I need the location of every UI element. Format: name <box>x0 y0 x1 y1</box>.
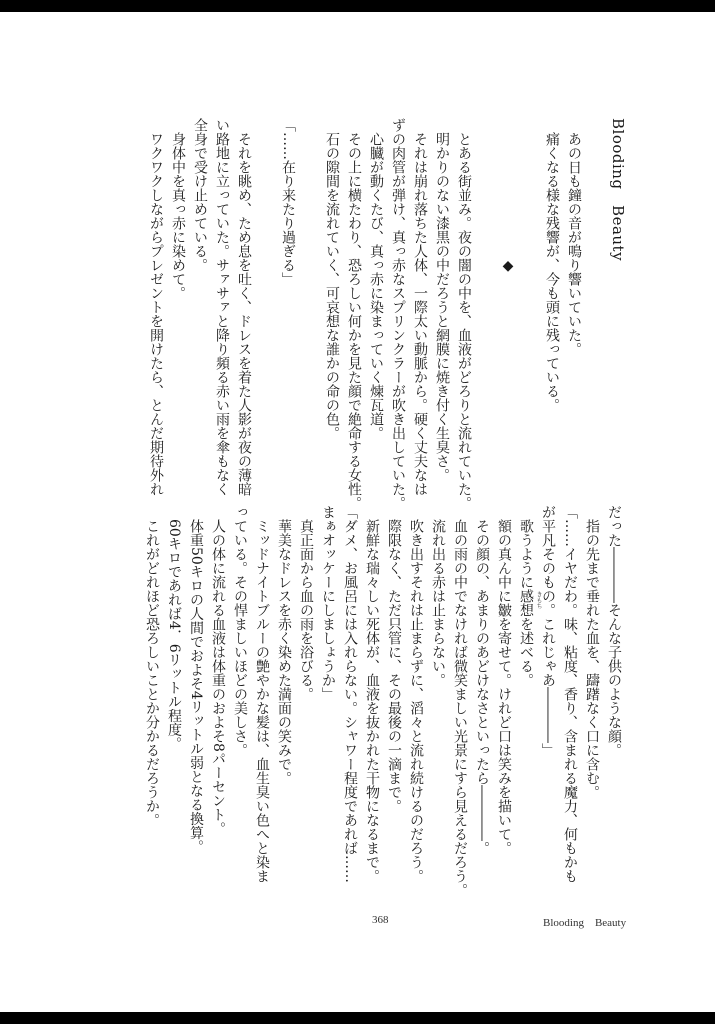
text-line: それは崩れ落ちた人体、一際太い動脈から。硬く丈夫なは <box>412 118 428 496</box>
text-line: 心臓が動くたび、真っ赤に染まっていく煉瓦道。 <box>368 118 384 440</box>
text-line: ワクワクしながらプレゼントを開けたら、とんだ期待外れ <box>148 118 164 496</box>
text-line: 際限なく、ただ只管に、その最後の一滴まで。 <box>386 505 402 813</box>
text-line: 「ダメ、お風呂には入れらない。シャワー程度であれば…… <box>342 505 358 883</box>
text-line: 痛くなる様な残響が、今も頭に残っている。 <box>544 118 560 412</box>
upper-text-block <box>145 118 629 510</box>
blank-line <box>255 118 277 498</box>
text-line: だった――――そんな子供のような顔。 <box>606 505 622 757</box>
text-line: 全身で受け止めている。 <box>192 118 208 272</box>
text-line: これがどれほど恐ろしいことか分かるだろうか。 <box>144 505 160 827</box>
lower-text-block <box>141 505 625 895</box>
text-line: 身体中を真っ赤に染めて。 <box>170 118 186 300</box>
text-line: 流れ出る赤は止まらない。 <box>430 505 446 687</box>
blank-line <box>299 118 321 498</box>
text-line: 歌うように感想を述べる。 <box>518 505 534 687</box>
text-line: が平凡そのもの。これじゃあ――――」 <box>540 505 556 757</box>
ruby-reading: きもち <box>535 591 542 609</box>
section-divider: ◆ <box>500 258 516 274</box>
text-line: い路地に立っていた。サァサァと降り頻る赤い雨を傘もなく <box>214 118 230 496</box>
text-line: 真正面から血の雨を浴びる。 <box>298 505 314 701</box>
text-line: 新鮮な瑞々しい死体が、血液を抜かれた干物になるまで。 <box>364 505 380 883</box>
text-line: とある街並み。夜の闇の中を、血液がどろりと流れていた。 <box>456 118 472 510</box>
text-line: それを眺め、ため息を吐く、ドレスを着た人影が夜の薄暗 <box>236 118 252 496</box>
text-line: ずの肉管が弾け、真っ赤なスプリンクラーが吹き出していた。 <box>390 118 406 510</box>
text-line: 吹き出すそれは止まらずに、滔々と流れ続けるのだろう。 <box>408 505 424 883</box>
page-number: 368 <box>372 914 389 926</box>
text-line: 明かりのない漆黒の中だろうと網膜に焼き付く生臭さ。 <box>434 118 450 482</box>
text-line: ミッドナイトブルーの艶やかな髪は、血生臭い色へと染ま <box>254 505 270 883</box>
text-line: 体重50キロの人間でおよそ4リットル弱となる換算。 <box>188 505 204 854</box>
text-line: その顔の、あまりのあどけなさといったら――――。 <box>474 505 490 855</box>
text-line: その上に横たわり、恐ろしい何かを見た顔で絶命する女性。 <box>346 118 362 510</box>
text-line: 60キロであれば4．6リットル程度。 <box>166 505 182 751</box>
text-line-with-ruby <box>515 505 542 895</box>
text-line: 華美なドレスを赤く染めた満面の笑みで。 <box>276 505 292 785</box>
blank-line <box>585 118 607 498</box>
text-line: まぁオッケーにしましょうか」 <box>320 505 336 701</box>
top-black-bar <box>0 0 715 12</box>
text-line: 指の先まで垂れた血を、躊躇なく口に含む。 <box>584 505 600 799</box>
blank-line <box>475 118 497 498</box>
text-line: 「……イヤだわ。味、粘度、香り、含まれる魔力、何もかも <box>562 505 578 883</box>
text-line: 血の雨の中でなければ微笑ましい光景にすら見えるだろう。 <box>452 505 468 897</box>
text-line: 石の隙間を流れていく、可哀想な誰かの命の色。 <box>324 118 340 440</box>
blank-line <box>519 118 541 498</box>
running-title: Blooding Beauty <box>543 917 627 929</box>
bottom-black-bar <box>0 1012 715 1024</box>
text-line: あの日も鐘の音が鳴り響いていた。 <box>566 118 582 356</box>
text-line: っている。その悍ましいほどの美しさ。 <box>232 505 248 757</box>
chapter-title: Blooding Beauty <box>609 118 627 262</box>
text-line: 額の真ん中に皺を寄せて。けれど口は笑みを描いて。 <box>496 505 512 855</box>
text-line: 人の体に流れる血液は体重のおよそ8パーセント。 <box>210 505 226 836</box>
text-line: 「……在り来たり過ぎる」 <box>280 118 296 286</box>
